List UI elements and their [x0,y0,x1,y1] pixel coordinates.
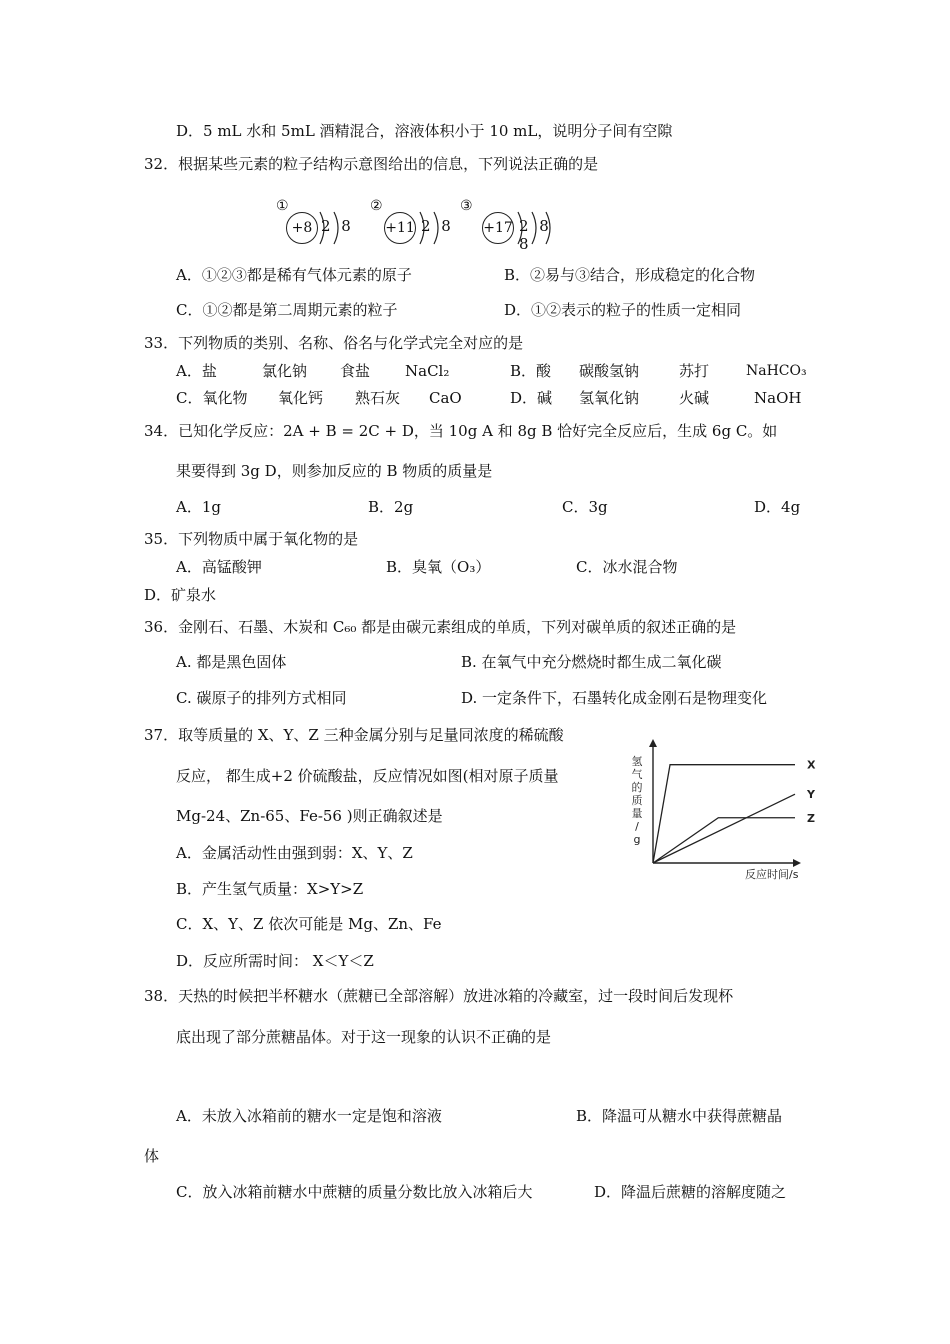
q33-stem: 33．下列物质的类别、名称、俗名与化学式完全对应的是 [144,334,524,352]
q36-option-a: A. 都是黑色固体 [176,653,287,671]
y-axis-label [632,754,643,846]
q38-stem-line1: 38．天热的时候把半杯糖水（蔗糖已全部溶解）放进冰箱的冷藏室，过一段时间后发现杯 [144,987,734,1005]
q38-option-b: B．降温可从糖水中获得蔗糖晶 [576,1107,783,1125]
q36-option-b: B. 在氧气中充分燃烧时都生成二氧化碳 [461,653,722,671]
y-axis-label-char: 质 [631,794,643,807]
atom-label: ② [370,198,383,214]
q37-stem-line3: Mg-24、Zn-65、Fe-56 )则正确叙述是 [176,807,443,825]
atom-label: ③ [460,198,473,214]
q32-stem: 32．根据某些元素的粒子结构示意图给出的信息，下列说法正确的是 [144,155,599,173]
shell-electrons: 2 8 [321,217,354,235]
q33-cell: NaCl₂ [405,362,450,380]
shell-electrons: 2 8 [421,217,454,235]
q33-cell: NaOH [754,389,802,407]
q33-cell: 氯化钠 [262,362,308,380]
q37-option-b: B．产生氢气质量：X>Y>Z [176,880,364,898]
q36-option-c: C. 碳原子的排列方式相同 [176,689,347,707]
series-line-z [653,818,795,863]
q35-stem: 35．下列物质中属于氧化物的是 [144,530,359,548]
shell-electrons: 2 8 8 [519,217,552,253]
y-axis-label-char: g [633,833,641,846]
series-line-y [653,794,795,863]
q38-option-a: A．未放入冰箱前的糖水一定是饱和溶液 [176,1107,442,1125]
q33-cell: B．酸 [510,362,552,380]
y-axis-arrow [649,739,657,747]
q32-option-d: D．①②表示的粒子的性质一定相同 [504,301,742,319]
q33-cell: 火碱 [679,389,710,407]
nucleus-charge: +8 [286,212,318,244]
q36-stem: 36．金刚石、石墨、木炭和 C₆₀ 都是由碳元素组成的单质，下列对碳单质的叙述正确的是 [144,618,737,636]
x-axis-arrow [793,859,801,867]
q33-cell: 苏打 [679,362,710,380]
nucleus-charge: +11 [384,212,416,244]
q35-option-c: C．冰水混合物 [576,558,678,576]
y-axis-label-char: / [635,820,639,833]
x-axis-label: 反应时间/s [745,868,799,881]
q34-stem-line1: 34．已知化学反应：2A + B = 2C + D，当 10g A 和 8g B 恰好完全反应后，生成 6g C。如 [144,422,778,440]
q35-option-a: A．高锰酸钾 [176,558,262,576]
y-axis-label-char: 量 [631,807,643,820]
q38-stem-line2: 底出现了部分蔗糖晶体。对于这一现象的认识不正确的是 [176,1028,552,1046]
q34-option-c: C．3g [562,498,608,516]
q32-option-c: C．①②都是第二周期元素的粒子 [176,301,398,319]
y-axis-label-char: 气 [631,768,643,781]
series-label-x: X [807,758,816,772]
q37-option-d: D．反应所需时间： X＜Y＜Z [176,952,374,970]
q33-cell: A．盐 [176,362,217,380]
q34-option-a: A．1g [176,498,221,516]
q38-option-d: D．降温后蔗糖的溶解度随之 [594,1183,787,1201]
q33-cell: 氧化钙 [278,389,324,407]
q37-option-c: C．X、Y、Z 依次可能是 Mg、Zn、Fe [176,915,442,933]
y-axis-label-char: 的 [631,781,643,794]
q37-stem-line2: 反应， 都生成+2 价硫酸盐，反应情况如图(相对原子质量 [176,767,559,785]
hydrogen-mass-chart [625,735,825,885]
q31-option-d: D．5 mL 水和 5mL 酒精混合，溶液体积小于 10 mL，说明分子间有空隙 [176,122,673,140]
atom-diagram-1 [276,198,356,244]
q36-option-d: D. 一定条件下，石墨转化成金刚石是物理变化 [461,689,768,707]
q34-stem-line2: 果要得到 3g D，则参加反应的 B 物质的质量是 [176,462,493,480]
q33-cell: 碳酸氢钠 [579,362,640,380]
q34-option-d: D．4g [754,498,801,516]
series-label-z: Z [807,811,815,825]
q33-cell: 氢氧化钠 [579,389,640,407]
q37-stem-line1: 37．取等质量的 X、Y、Z 三种金属分别与足量同浓度的稀硫酸 [144,726,564,744]
q33-cell: 食盐 [340,362,371,380]
q32-option-a: A．①②③都是稀有气体元素的原子 [176,266,412,284]
q35-option-d: D．矿泉水 [144,586,217,604]
atom-diagram-3 [460,198,570,253]
atom-diagram-2 [370,198,460,244]
q33-cell: 熟石灰 [355,389,401,407]
y-axis-label-char: 氢 [631,755,643,768]
q33-cell: C．氧化物 [176,389,248,407]
q33-cell: CaO [429,389,462,407]
q38-option-c: C．放入冰箱前糖水中蔗糖的质量分数比放入冰箱后大 [176,1183,533,1201]
series-label-y: Y [807,788,815,802]
nucleus-charge: +17 [482,212,514,244]
atom-label: ① [276,198,289,214]
q33-cell: NaHCO₃ [746,363,807,379]
q35-option-b: B．臭氧（O₃） [386,558,491,576]
q33-cell: D．碱 [510,389,553,407]
q38-option-b-wrap: 体 [144,1147,160,1165]
q37-option-a: A．金属活动性由强到弱：X、Y、Z [176,844,413,862]
q32-option-b: B．②易与③结合，形成稳定的化合物 [504,266,756,284]
q34-option-b: B．2g [368,498,414,516]
